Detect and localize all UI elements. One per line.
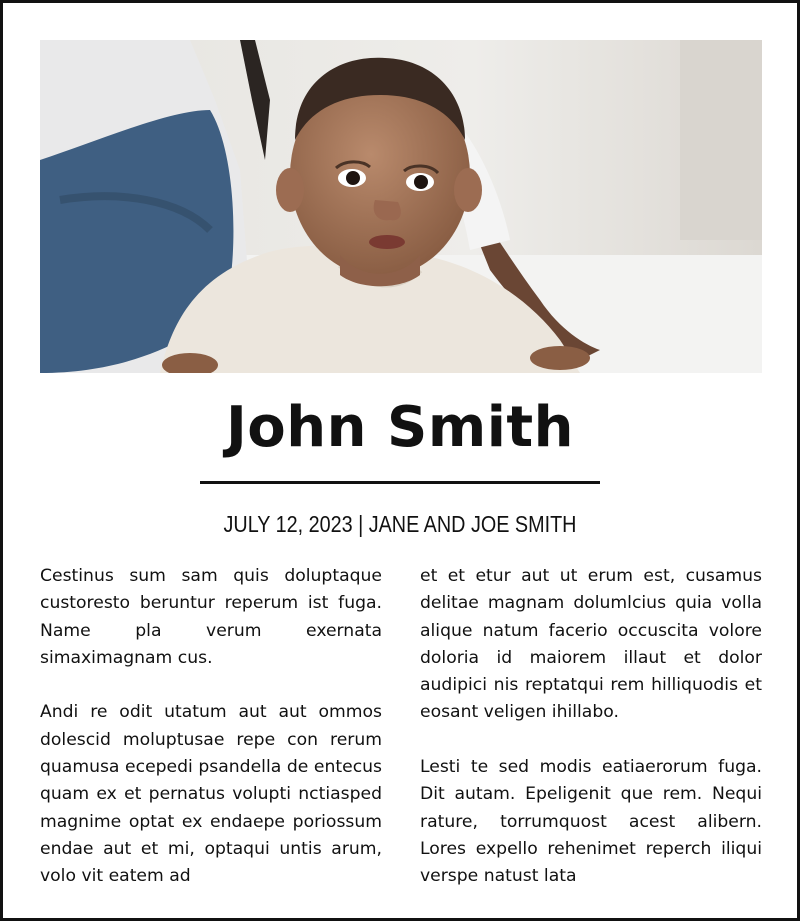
birth-date: JULY 12, 2023 (223, 511, 353, 537)
parent-names: JANE AND JOE SMITH (368, 511, 577, 537)
baby-photo (40, 40, 762, 373)
paragraph: Andi re odit utatum aut aut ommos dolescid moluptusae repe con rerum quamusa ecepedi psandella de entecus quam ex et pernatus volupti nctiasped magnime optat ex endaepe poriossum endae aut et mi, optaqui untis arum, volo vit eatem ad (40, 702, 382, 887)
info-separator: | (358, 511, 364, 537)
paragraph: et et etur aut ut erum est, cusamus delitae magnam dolumlcius quia volla alique natum facerio occuscita volore doloria id maiorem illaut et dolor audipici nis reptatqui rem hilliquodis et eosant veligen ihillabo. (420, 566, 762, 723)
birth-info-line (59, 509, 742, 539)
baby-name: John Smith (225, 395, 575, 460)
text-column-left (40, 563, 382, 891)
paragraph: Lesti te sed modis eatiaerorum fuga. Dit autam. Epeligenit que rem. Nequi rature, torrumquost acest alibern. Lores expello rehenimet reperch iliqui verspe natust lata (420, 757, 762, 887)
title-divider (200, 481, 600, 484)
text-column-right (420, 563, 762, 891)
paragraph: Cestinus sum sam quis doluptaque custoresto beruntur reperum ist fuga. Name pla verum exernata simaximagnam cus. (40, 566, 382, 668)
baby-photo-image (40, 40, 762, 373)
